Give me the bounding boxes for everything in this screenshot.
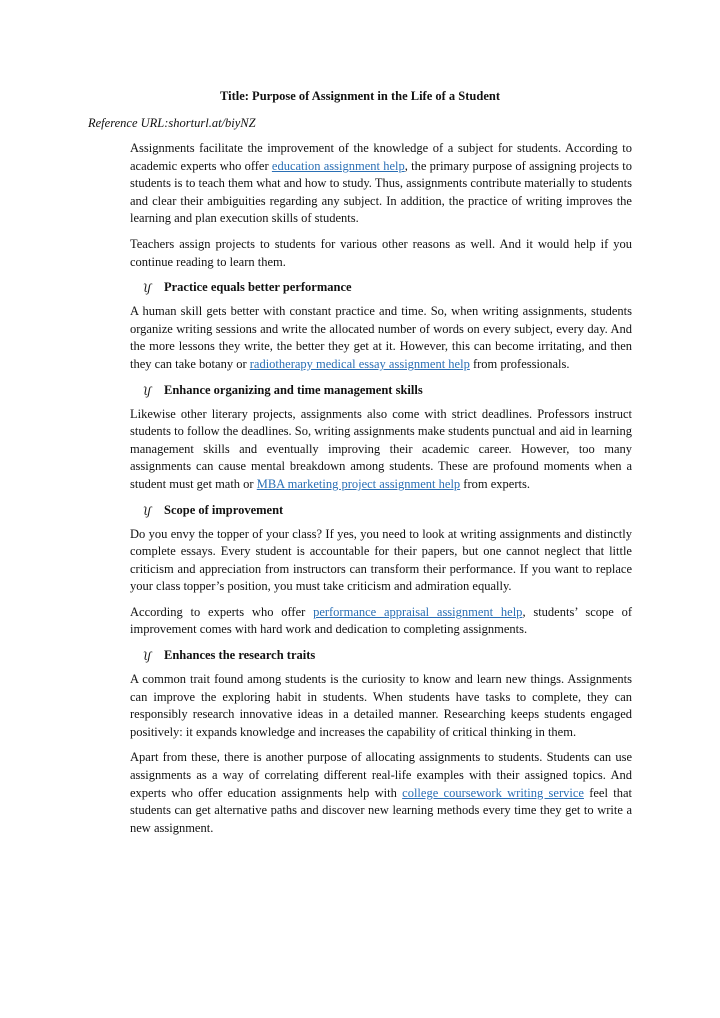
paragraph-text: Likewise other literary projects, assignments also come with strict deadlines. Professors instruct students to follow the deadlines. So, writing assignments make students punctual and aid in learning management skills and eventually improving their academic career. However, too many assignments can cause mental breakdown among students. These are profound moments when a student must get math or: [130, 406, 632, 491]
link-education-assignment-help[interactable]: education assignment help: [271, 158, 405, 173]
section-heading-improvement: [144, 502, 632, 519]
paragraph-text: , the primary purpose of assigning projects to students is to teach them what and how to study. Thus, assignments contribute materially to students and clear their ambiguities regarding any subject. In addition, the practice of writing improves the learning and plan execution skills of students.: [130, 158, 633, 226]
heading-label: Enhance organizing and time management skills: [164, 382, 423, 397]
bullet-icon: ʅʃ: [144, 382, 152, 398]
document-body: [130, 140, 632, 845]
section-heading-research: [144, 647, 632, 664]
bullet-icon: ʅʃ: [144, 502, 152, 518]
heading-label: Scope of improvement: [164, 502, 284, 517]
section-heading-organizing: [144, 382, 632, 399]
link-radiotherapy-medical-essay[interactable]: radiotherapy medical essay assignment help: [249, 356, 470, 371]
paragraph-organizing: [130, 406, 632, 494]
paragraph-text: Apart from these, there is another purpose of allocating assignments to students. Students can use assignments as a way of correlating different real-life examples with their assigned topics. And experts who offer education assignments help with: [130, 750, 632, 800]
link-college-coursework[interactable]: college coursework writing service: [402, 785, 584, 800]
bullet-icon: ʅʃ: [144, 280, 152, 296]
paragraph-practice: [130, 303, 632, 373]
section-heading-practice: [144, 279, 632, 296]
paragraph-reasons: Teachers assign projects to students for various other reasons as well. And it would help if you continue reading to learn them.: [130, 236, 632, 269]
reference-url: Reference URL:shorturl.at/biyNZ: [88, 116, 256, 130]
paragraph-appraisal: [130, 604, 632, 639]
link-mba-marketing-project[interactable]: MBA marketing project assignment help: [256, 476, 461, 491]
paragraph-text: , students’ scope of improvement comes with hard work and dedication to completing assignments.: [130, 604, 632, 637]
heading-label: Practice equals better performance: [164, 280, 352, 295]
paragraph-research: A common trait found among students is the curiosity to know and learn new things. Assignments can improve the exploring habit in students. When students have tasks to complete, they can responsibly research innovative ideas in a detailed manner. Researching keeps students engaged positively: it expands knowledge and increases the capability of critical thinking in them.: [130, 672, 632, 739]
paragraph-envy: Do you envy the topper of your class? If yes, you need to look at writing assignments and distinctly complete essays. Every student is accountable for their papers, but one cannot neglect that little criticism and appreciation from instructors can transform their performance. If you want to replace your class topper’s position, you must take criticism and admiration equally.: [130, 526, 632, 594]
paragraph-closing: [130, 749, 632, 837]
paragraph-text: According to experts who offer: [130, 604, 314, 619]
paragraph-text: from experts.: [460, 476, 530, 491]
paragraph-intro: [130, 140, 632, 228]
paragraph-text: Assignments facilitate the improvement of the knowledge of a subject for students. According to academic experts who offer: [130, 141, 632, 173]
paragraph-text: feel that students can get alternative paths and discover new learning methods every time they get to write a new assignment.: [130, 785, 632, 835]
bullet-icon: ʅʃ: [144, 648, 152, 664]
paragraph-text: A human skill gets better with constant practice and time. So, when writing assignments, students organize writing sessions and write the allocated number of words on every subject, every day. And the more lessons they write, the better they get at it. However, this can become irritating, and then they can take botany or: [130, 304, 632, 371]
document-title: Title: Purpose of Assignment in the Life of a Student: [220, 89, 500, 103]
link-performance-appraisal[interactable]: performance appraisal assignment help: [313, 604, 523, 619]
heading-label: Enhances the research traits: [164, 648, 316, 663]
paragraph-text: from professionals.: [469, 356, 570, 371]
